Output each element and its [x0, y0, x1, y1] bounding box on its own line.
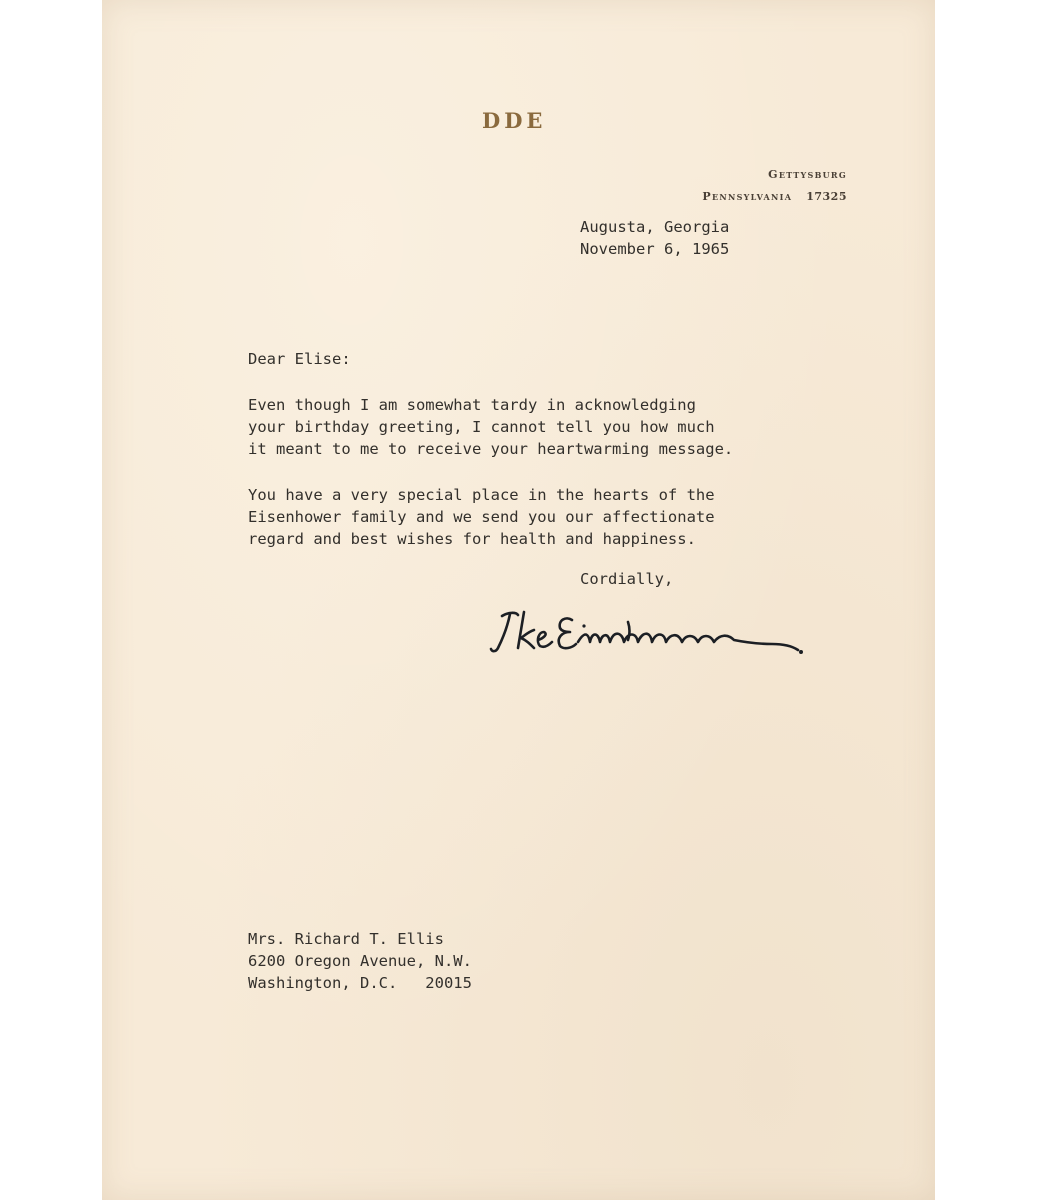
body-paragraph-1: Even though I am somewhat tardy in acknowledging your birthday greeting, I cannot tell you how much it meant to me to receive your heartwarming message.: [248, 396, 734, 458]
letterhead-address: [702, 164, 847, 208]
letterhead-zip: 17325: [806, 190, 847, 203]
letterhead-city: Gettysburg: [768, 168, 847, 181]
recipient-name: Mrs. Richard T. Ellis: [248, 930, 444, 948]
letterhead-state: Pennsylvania: [702, 190, 793, 203]
letterhead-monogram: DDE: [482, 108, 547, 133]
recipient-address: [248, 928, 472, 994]
closing: Cordially,: [580, 570, 674, 588]
recipient-street: 6200 Oregon Avenue, N.W.: [248, 952, 472, 970]
letter-body: [248, 394, 848, 574]
dateline-date: November 6, 1965: [580, 240, 730, 258]
salutation: Dear Elise:: [248, 350, 351, 368]
dateline-place: Augusta, Georgia: [580, 218, 730, 236]
recipient-city-state-zip: Washington, D.C. 20015: [248, 974, 472, 992]
handwritten-signature: [488, 602, 818, 662]
dateline: [580, 216, 729, 260]
letterhead-state-line: [702, 186, 847, 208]
body-paragraph-2: You have a very special place in the hearts of the Eisenhower family and we send you our affectionate regard and best wishes for health and happiness.: [248, 486, 715, 548]
